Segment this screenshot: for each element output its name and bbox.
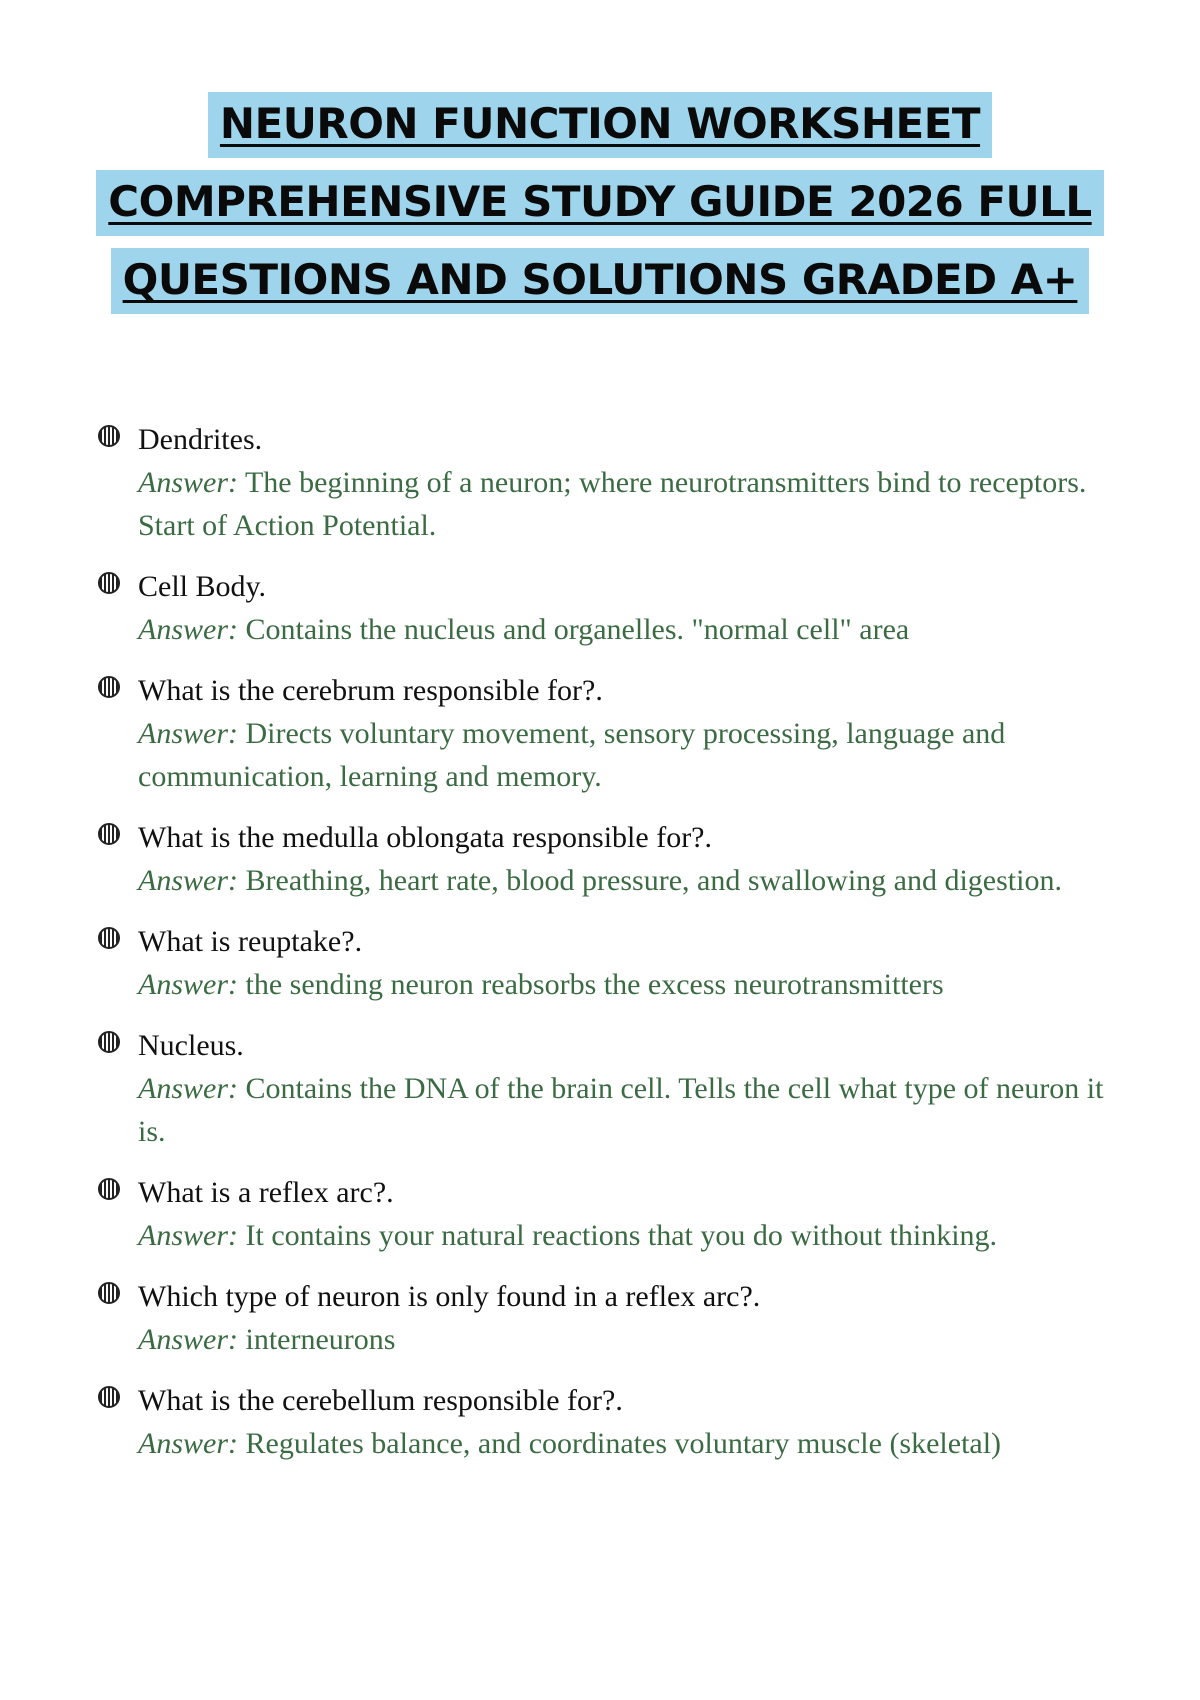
question-text: What is a reflex arc?. <box>138 1176 394 1209</box>
qa-item <box>98 920 1118 1006</box>
qa-item <box>98 1024 1118 1153</box>
answer-text: the sending neuron reabsorbs the excess neurotransmitters <box>245 968 944 1001</box>
question-text: What is the cerebrum responsible for?. <box>138 674 603 707</box>
answer-text: Directs voluntary movement, sensory processing, language and communication, learning and memory. <box>138 717 1006 793</box>
question-text: Dendrites. <box>138 423 263 456</box>
answer-text: It contains your natural reactions that you do without thinking. <box>245 1219 998 1252</box>
answer-text: The beginning of a neuron; where neurotransmitters bind to receptors. Start of Action Potential. <box>138 466 1087 542</box>
answer-block <box>138 1422 1118 1465</box>
question-text: What is reuptake?. <box>138 925 363 958</box>
answer-block <box>138 1067 1118 1153</box>
circle-striped-bullet-icon <box>98 1031 120 1053</box>
answer-text: Regulates balance, and coordinates voluntary muscle (skeletal) <box>245 1427 1002 1460</box>
answer-label: Answer: <box>138 717 238 750</box>
answer-block <box>138 608 1118 651</box>
answer-block <box>138 712 1118 798</box>
answer-label: Answer: <box>138 1219 238 1252</box>
answer-text: Contains the DNA of the brain cell. Tells the cell what type of neuron it is. <box>138 1072 1104 1148</box>
qa-item <box>98 1171 1118 1257</box>
answer-label: Answer: <box>138 864 238 897</box>
answer-block <box>138 1318 1118 1361</box>
answer-label: Answer: <box>138 613 238 646</box>
answer-label: Answer: <box>138 1427 238 1460</box>
answer-text: Contains the nucleus and organelles. "normal cell" area <box>245 613 910 646</box>
circle-striped-bullet-icon <box>98 572 120 594</box>
qa-item <box>98 1379 1118 1465</box>
question-text: Which type of neuron is only found in a reflex arc?. <box>138 1280 761 1313</box>
question-text: Cell Body. <box>138 570 267 603</box>
circle-striped-bullet-icon <box>98 1282 120 1304</box>
qa-item <box>98 669 1118 798</box>
answer-label: Answer: <box>138 466 238 499</box>
answer-block <box>138 859 1118 902</box>
answer-text: Breathing, heart rate, blood pressure, and swallowing and digestion. <box>245 864 1062 897</box>
qa-item <box>98 418 1118 547</box>
circle-striped-bullet-icon <box>98 1178 120 1200</box>
title-line-3: QUESTIONS AND SOLUTIONS GRADED A+ <box>111 248 1090 314</box>
title-line-1: NEURON FUNCTION WORKSHEET <box>208 92 992 158</box>
answer-label: Answer: <box>138 968 238 1001</box>
question-text: What is the medulla oblongata responsible for?. <box>138 821 712 854</box>
document-title <box>0 92 1200 326</box>
question-text: What is the cerebellum responsible for?. <box>138 1384 623 1417</box>
circle-striped-bullet-icon <box>98 425 120 447</box>
answer-block <box>138 1214 1118 1257</box>
answer-label: Answer: <box>138 1072 238 1105</box>
answer-label: Answer: <box>138 1323 238 1356</box>
circle-striped-bullet-icon <box>98 927 120 949</box>
question-text: Nucleus. <box>138 1029 244 1062</box>
qa-list <box>98 418 1118 1483</box>
title-line-2: COMPREHENSIVE STUDY GUIDE 2026 FULL <box>96 170 1103 236</box>
qa-item <box>98 816 1118 902</box>
qa-item <box>98 565 1118 651</box>
circle-striped-bullet-icon <box>98 1386 120 1408</box>
answer-block <box>138 461 1118 547</box>
answer-text: interneurons <box>245 1323 396 1356</box>
qa-item <box>98 1275 1118 1361</box>
circle-striped-bullet-icon <box>98 676 120 698</box>
answer-block <box>138 963 1118 1006</box>
circle-striped-bullet-icon <box>98 823 120 845</box>
